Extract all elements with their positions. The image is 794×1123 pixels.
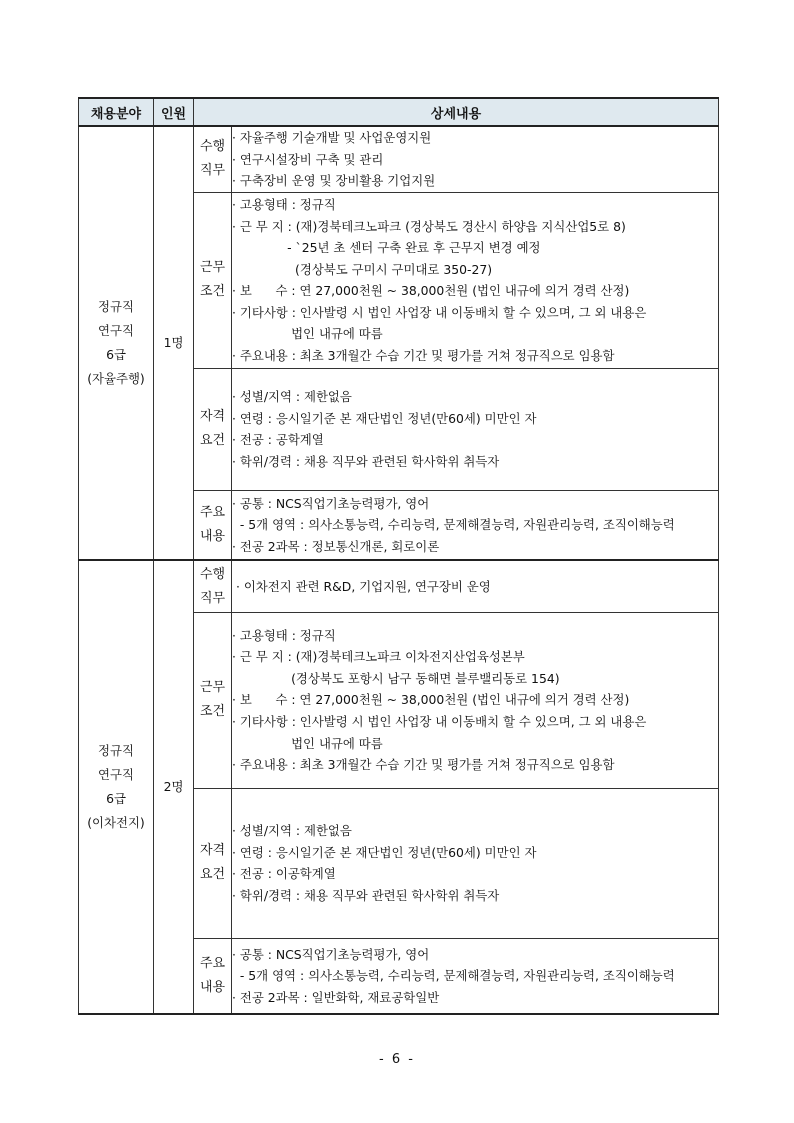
- section-label: [194, 126, 232, 192]
- position-count: 2명: [154, 560, 194, 1014]
- detail-line: · 연구시설장비 구축 및 관리: [232, 151, 384, 167]
- section-label-line: 내용: [199, 529, 226, 545]
- section-label-line: 수행: [199, 139, 226, 155]
- section-label-line: 조건: [199, 704, 226, 720]
- position-field-line: 6급: [106, 791, 126, 807]
- detail-line: · 학위/경력 : 채용 직무와 관련된 학사학위 취득자: [232, 887, 500, 903]
- detail-line: · 성별/지역 : 제한없음: [232, 389, 352, 405]
- detail-line: · 고용형태 : 정규직: [232, 196, 336, 212]
- position-field-line: 정규직: [98, 743, 134, 759]
- detail-line: - `25년 초 센터 구축 완료 후 근무지 변경 예정: [232, 240, 541, 256]
- section-label-line: 자격: [199, 409, 226, 425]
- section-label-line: 자격: [199, 843, 226, 859]
- section-row: [79, 126, 719, 192]
- section-detail: [232, 788, 719, 938]
- section-row: [79, 560, 719, 612]
- detail-line: · 보 수 : 연 27,000천원 ~ 38,000천원 (법인 내규에 의거 경력 산정): [232, 692, 630, 708]
- section-label-line: 요건: [199, 433, 226, 449]
- section-detail: [232, 560, 719, 612]
- detail-line: · 성별/지역 : 제한없음: [232, 823, 352, 839]
- section-label-line: 요건: [199, 867, 226, 883]
- page-number: - 6 -: [379, 1052, 415, 1067]
- table-body: [79, 126, 719, 1014]
- section-detail: [232, 612, 719, 788]
- detail-line: · 근 무 지 : (재)경북테크노파크 (경상북도 경산시 하양읍 지식산업5로 8): [232, 218, 626, 234]
- detail-line: · 전공 : 공학계열: [232, 432, 324, 448]
- detail-line: - 5개 영역 : 의사소통능력, 수리능력, 문제해결능력, 자원관리능력, 조직이해능력: [232, 968, 675, 984]
- detail-line: · 연령 : 응시일기준 본 재단법인 정년(만60세) 미만인 자: [232, 410, 537, 426]
- detail-line: · 학위/경력 : 채용 직무와 관련된 학사학위 취득자: [232, 453, 500, 469]
- position-field-line: (이차전지): [87, 815, 145, 831]
- detail-line: · 기타사항 : 인사발령 시 법인 사업장 내 이동배치 할 수 있으며, 그 외 내용은: [232, 714, 647, 730]
- section-label-line: 주요: [199, 505, 226, 521]
- section-detail: [232, 126, 719, 192]
- position-field-line: (자율주행): [87, 371, 145, 387]
- section-label: [194, 192, 232, 368]
- detail-line: - 5개 영역 : 의사소통능력, 수리능력, 문제해결능력, 자원관리능력, 조직이해능력: [232, 517, 675, 533]
- header-count: 인원: [154, 98, 194, 126]
- detail-line: · 전공 : 이공학계열: [232, 866, 336, 882]
- position-field: [79, 560, 154, 1014]
- detail-line: · 고용형태 : 정규직: [232, 627, 336, 643]
- detail-line: · 근 무 지 : (재)경북테크노파크 이차전지산업육성본부: [232, 649, 525, 665]
- section-label-line: 주요: [199, 956, 226, 972]
- header-field: 채용분야: [79, 98, 154, 126]
- detail-line: · 자율주행 기술개발 및 사업운영지원: [232, 130, 432, 145]
- section-detail: [232, 368, 719, 490]
- position-field-line: 연구직: [98, 323, 134, 339]
- detail-line: · 주요내용 : 최초 3개월간 수습 기간 및 평가를 거쳐 정규직으로 임용함: [232, 757, 615, 773]
- table-header-row: [79, 98, 719, 126]
- detail-line: 법인 내규에 따름: [232, 326, 383, 342]
- section-detail: [232, 938, 719, 1014]
- section-label-line: 직무: [199, 163, 226, 179]
- section-label: [194, 788, 232, 938]
- position-field: [79, 126, 154, 560]
- section-label: [194, 490, 232, 560]
- position-field-line: 정규직: [98, 299, 134, 315]
- section-detail: [232, 490, 719, 560]
- section-label-line: 근무: [199, 260, 226, 276]
- position-field-line: 6급: [106, 347, 126, 363]
- section-label: [194, 368, 232, 490]
- detail-line: · 기타사항 : 인사발령 시 법인 사업장 내 이동배치 할 수 있으며, 그 외 내용은: [232, 304, 647, 320]
- detail-line: · 구축장비 운영 및 장비활용 기업지원: [232, 173, 436, 189]
- detail-line: · 주요내용 : 최초 3개월간 수습 기간 및 평가를 거쳐 정규직으로 임용함: [232, 348, 615, 364]
- recruitment-table: [78, 97, 719, 1015]
- position-field-line: 연구직: [98, 767, 134, 783]
- header-detail: 상세내용: [194, 98, 719, 126]
- section-label-line: 근무: [199, 680, 226, 696]
- detail-line: · 보 수 : 연 27,000천원 ~ 38,000천원 (법인 내규에 의거 경력 산정): [232, 283, 630, 299]
- section-label-line: 수행: [199, 566, 226, 582]
- section-label: [194, 938, 232, 1014]
- detail-line: · 연령 : 응시일기준 본 재단법인 정년(만60세) 미만인 자: [232, 844, 537, 860]
- detail-line: · 전공 2과목 : 정보통신개론, 회로이론: [232, 538, 440, 554]
- section-detail: [232, 192, 719, 368]
- detail-line: 법인 내규에 따름: [232, 735, 383, 751]
- section-label: [194, 612, 232, 788]
- detail-line: · 전공 2과목 : 일반화학, 재료공학일반: [232, 989, 440, 1005]
- detail-line: · 공통 : NCS직업기초능력평가, 영어: [232, 495, 430, 511]
- section-label: [194, 560, 232, 612]
- detail-line: · 이차전지 관련 R&D, 기업지원, 연구장비 운영: [232, 578, 491, 594]
- detail-line: · 공통 : NCS직업기초능력평가, 영어: [232, 946, 430, 962]
- detail-line: (경상북도 포항시 남구 동해면 블루밸리동로 154): [232, 670, 560, 686]
- section-label-line: 직무: [199, 590, 226, 606]
- position-count: 1명: [154, 126, 194, 560]
- section-label-line: 조건: [199, 284, 226, 300]
- detail-line: (경상북도 구미시 구미대로 350-27): [232, 261, 493, 277]
- section-label-line: 내용: [199, 980, 226, 996]
